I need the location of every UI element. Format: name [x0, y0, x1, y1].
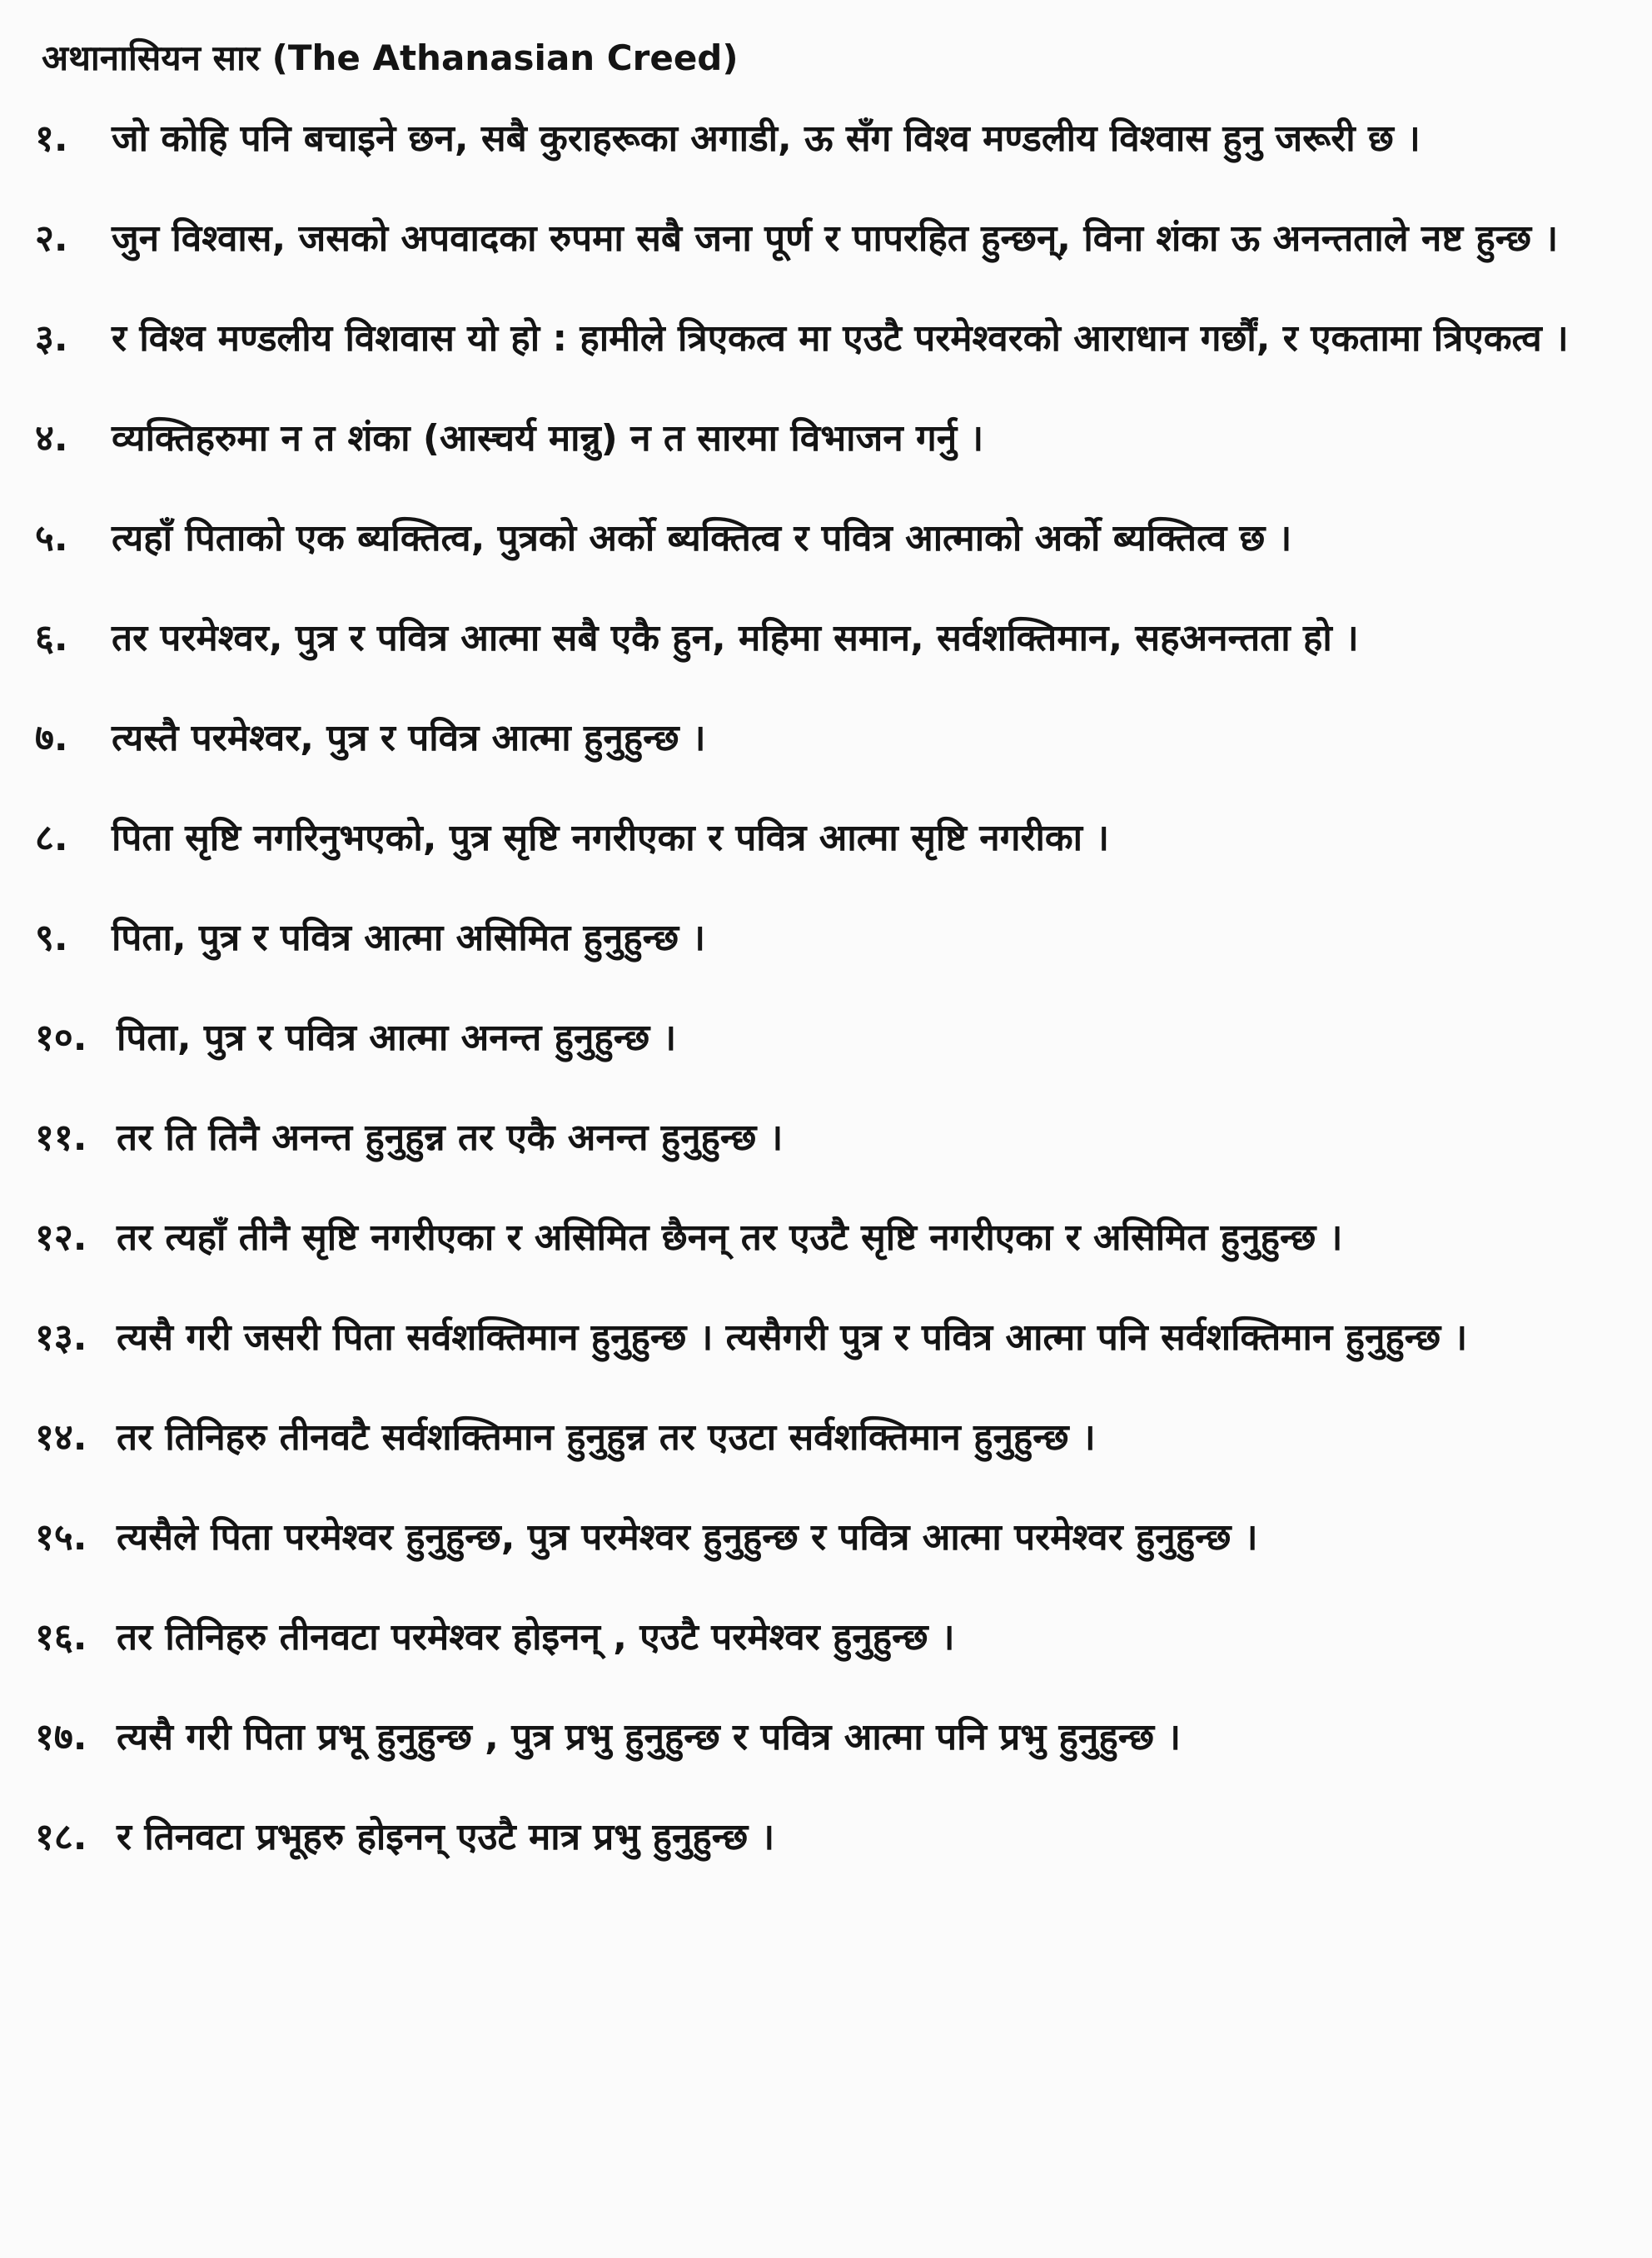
clause-number: ९. — [35, 917, 68, 959]
creed-clause-list — [35, 105, 1602, 1872]
creed-clause-12 — [35, 1204, 1602, 1272]
creed-clause-3 — [35, 305, 1602, 373]
creed-clause-7 — [35, 704, 1602, 773]
clause-number: १०. — [35, 1017, 87, 1059]
creed-clause-16 — [35, 1604, 1602, 1672]
clause-text: तर ति तिनै अनन्त हुनुहुन्न तर एकै अनन्त हुनुहुन्छ । — [117, 1117, 784, 1159]
clause-text: जुन विश्वास, जसको अपवादका रुपमा सबै जना पूर्ण र पापरहित हुन्छन्, विना शंका ऊ अनन्तताले नष्ट हुन्छ । — [112, 217, 1559, 260]
document-title: अथानासियन सार (The Athanasian Creed) — [42, 37, 739, 78]
creed-clause-5 — [35, 505, 1602, 573]
creed-clause-14 — [35, 1404, 1602, 1472]
clause-number: ८. — [35, 817, 68, 859]
clause-text: त्यसै गरी पिता प्रभू हुनुहुन्छ , पुत्र प्रभु हुनुहुन्छ र पवित्र आत्मा पनि प्रभु हुनुहुन्छ । — [117, 1716, 1182, 1758]
clause-text: पिता सृष्टि नगरिनुभएको, पुत्र सृष्टि नगरीएका र पवित्र आत्मा सृष्टि नगरीका । — [112, 817, 1110, 859]
clause-number: ३. — [35, 317, 68, 360]
clause-number: १७. — [35, 1716, 87, 1758]
clause-text: पिता, पुत्र र पवित्र आत्मा अनन्त हुनुहुन्छ । — [117, 1017, 677, 1059]
creed-clause-9 — [35, 904, 1602, 972]
creed-clause-10 — [35, 1004, 1602, 1072]
creed-clause-6 — [35, 604, 1602, 673]
clause-text: पिता, पुत्र र पवित्र आत्मा असिमित हुनुहुन्छ । — [112, 917, 706, 959]
clause-number: १. — [35, 117, 68, 160]
clause-text: तर तिनिहरु तीनवटै सर्वशक्तिमान हुनुहुन्न तर एउटा सर्वशक्तिमान हुनुहुन्छ । — [117, 1416, 1096, 1459]
clause-text: जो कोहि पनि बचाइने छन, सबै कुराहरूका अगाडी, ऊ सँग विश्व मण्डलीय विश्वास हुनु जरूरी छ । — [112, 117, 1421, 160]
clause-number: १२. — [35, 1216, 87, 1259]
clause-number: ६. — [35, 617, 68, 659]
clause-number: ४. — [35, 417, 68, 460]
creed-clause-18 — [35, 1803, 1602, 1872]
clause-number: १६. — [35, 1616, 87, 1659]
clause-text: त्यस्तै परमेश्वर, पुत्र र पवित्र आत्मा हुनुहुन्छ । — [112, 717, 706, 759]
clause-number: २. — [35, 217, 68, 260]
clause-number: ७. — [35, 717, 68, 759]
creed-clause-8 — [35, 804, 1602, 873]
clause-number: १५. — [35, 1516, 87, 1559]
clause-text: त्यसैले पिता परमेश्वर हुनुहुन्छ, पुत्र परमेश्वर हुनुहुन्छ र पवित्र आत्मा परमेश्वर हुनुहुन्छ । — [117, 1516, 1258, 1559]
creed-clause-1 — [35, 105, 1602, 173]
creed-clause-11 — [35, 1104, 1602, 1172]
creed-clause-17 — [35, 1703, 1602, 1772]
clause-number: १३. — [35, 1316, 87, 1359]
clause-number: ११. — [35, 1117, 87, 1159]
clause-text: तर त्यहाँ तीनै सृष्टि नगरीएका र असिमित छैनन् तर एउटै सृष्टि नगरीएका र असिमित हुनुहुन्छ । — [117, 1216, 1343, 1259]
creed-clause-15 — [35, 1504, 1602, 1572]
clause-text: त्यसै गरी जसरी पिता सर्वशक्तिमान हुनुहुन्छ । त्यसैगरी पुत्र र पवित्र आत्मा पनि सर्वशक्तिमान हुनुहुन्छ । — [117, 1316, 1468, 1359]
creed-clause-2 — [35, 205, 1602, 273]
clause-text: तर तिनिहरु तीनवटा परमेश्वर होइनन् , एउटै परमेश्वर हुनुहुन्छ । — [117, 1616, 955, 1659]
clause-text: र विश्व मण्डलीय विशवास यो हो : हामीले त्रिएकत्व मा एउटै परमेश्वरको आराधान गर्छौं, र एकतामा त्रिएकत्व । — [112, 317, 1569, 360]
clause-number: १४. — [35, 1416, 87, 1459]
clause-number: ५. — [35, 517, 68, 560]
clause-text: र तिनवटा प्रभूहरु होइनन् एउटै मात्र प्रभु हुनुहुन्छ । — [117, 1816, 775, 1858]
clause-text: व्यक्तिहरुमा न त शंका (आस्चर्य मान्नु) न त सारमा विभाजन गर्नु । — [112, 417, 984, 460]
creed-clause-13 — [35, 1304, 1602, 1372]
creed-clause-4 — [35, 405, 1602, 473]
clause-number: १८. — [35, 1816, 87, 1858]
clause-text: तर परमेश्वर, पुत्र र पवित्र आत्मा सबै एकै हुन, महिमा समान, सर्वशक्तिमान, सहअनन्तता हो । — [112, 617, 1359, 659]
clause-text: त्यहाँ पिताको एक ब्यक्तित्व, पुत्रको अर्को ब्यक्तित्व र पवित्र आत्माको अर्को ब्यक्तित्व छ । — [112, 517, 1292, 560]
